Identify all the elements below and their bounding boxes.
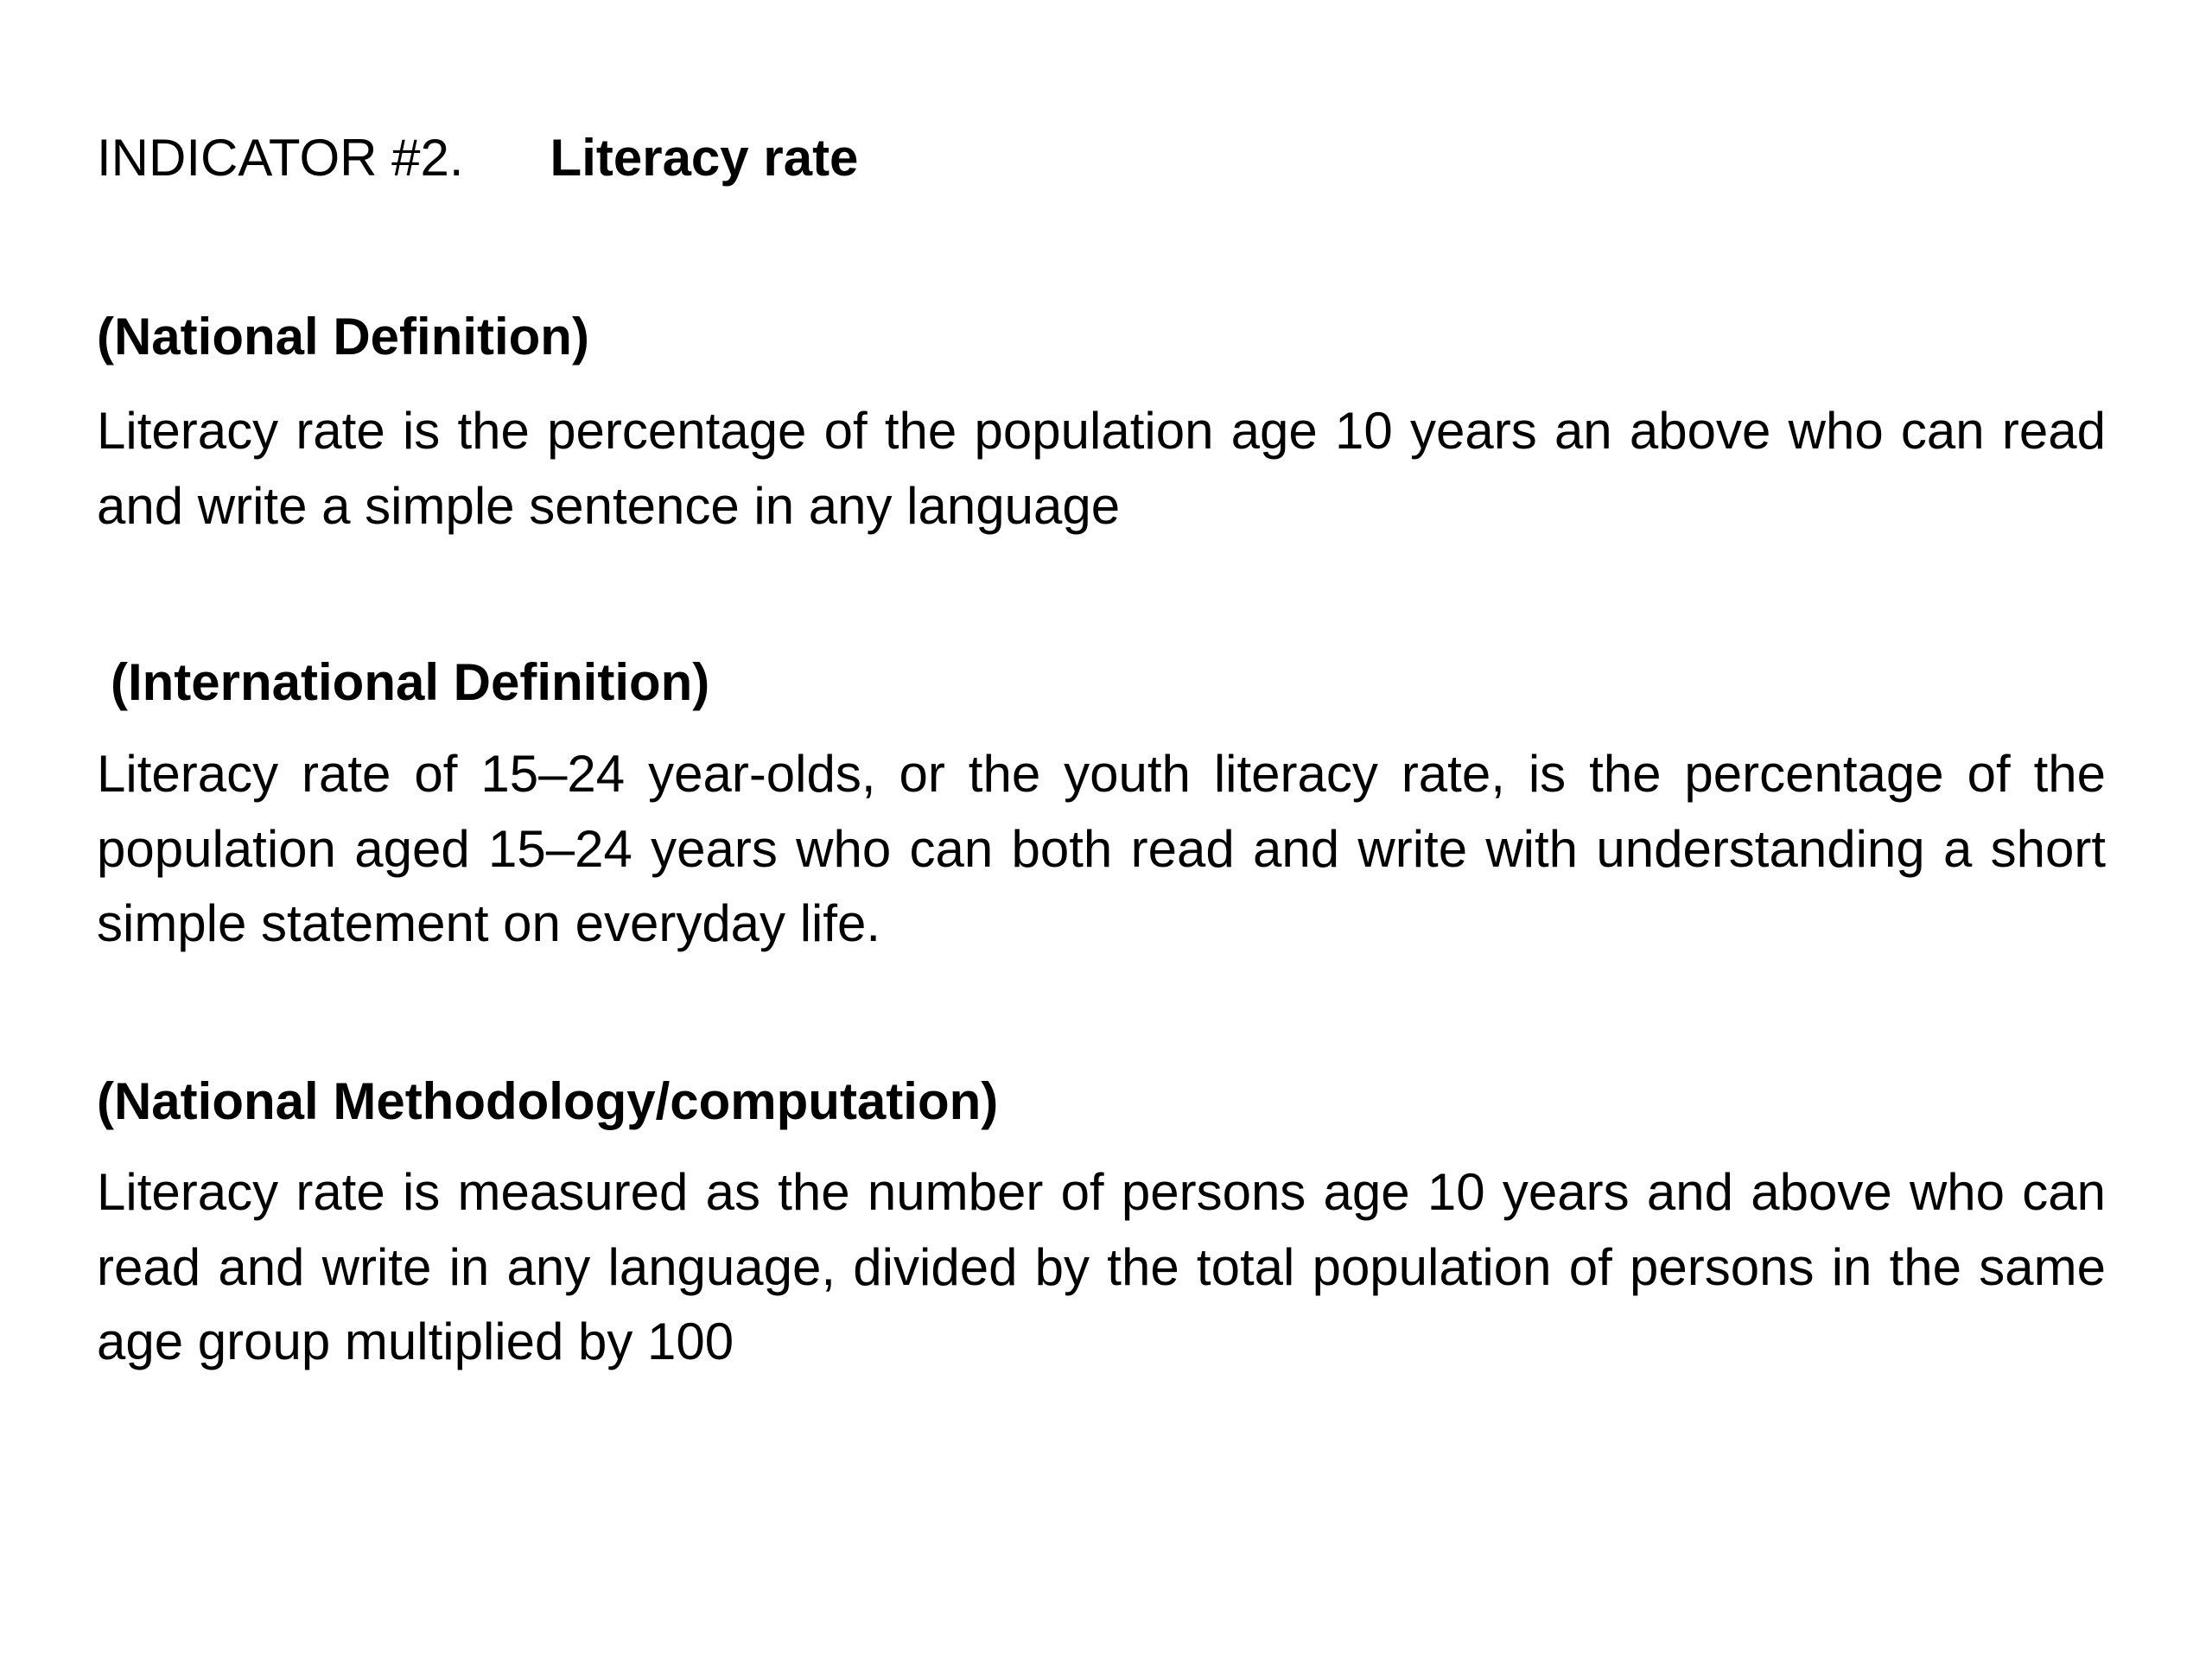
national-definition-text: Literacy rate is the percentage of the population age 10 years an above who can read and write a simple sentence in any language [97, 402, 2106, 535]
indicator-header [97, 125, 858, 191]
national-methodology-text: Literacy rate is measured as the number of persons age 10 years and above who can read and write in any language, divided by the total population of persons in the same age group multiplied by 100 [97, 1163, 2106, 1370]
international-definition-text: Literacy rate of 15–24 year-olds, or the youth literacy rate, is the percentage of the population aged 15–24 years who can both read and write with understanding a short simple statement on everyday life. [97, 745, 2106, 952]
national-methodology-heading: (National Methodology/computation) [97, 1072, 999, 1130]
indicator-title: Literacy rate [550, 129, 859, 187]
international-definition-heading: (International Definition) [111, 653, 710, 711]
indicator-number: INDICATOR #2. [97, 129, 464, 187]
national-definition-heading: (National Definition) [97, 308, 589, 365]
